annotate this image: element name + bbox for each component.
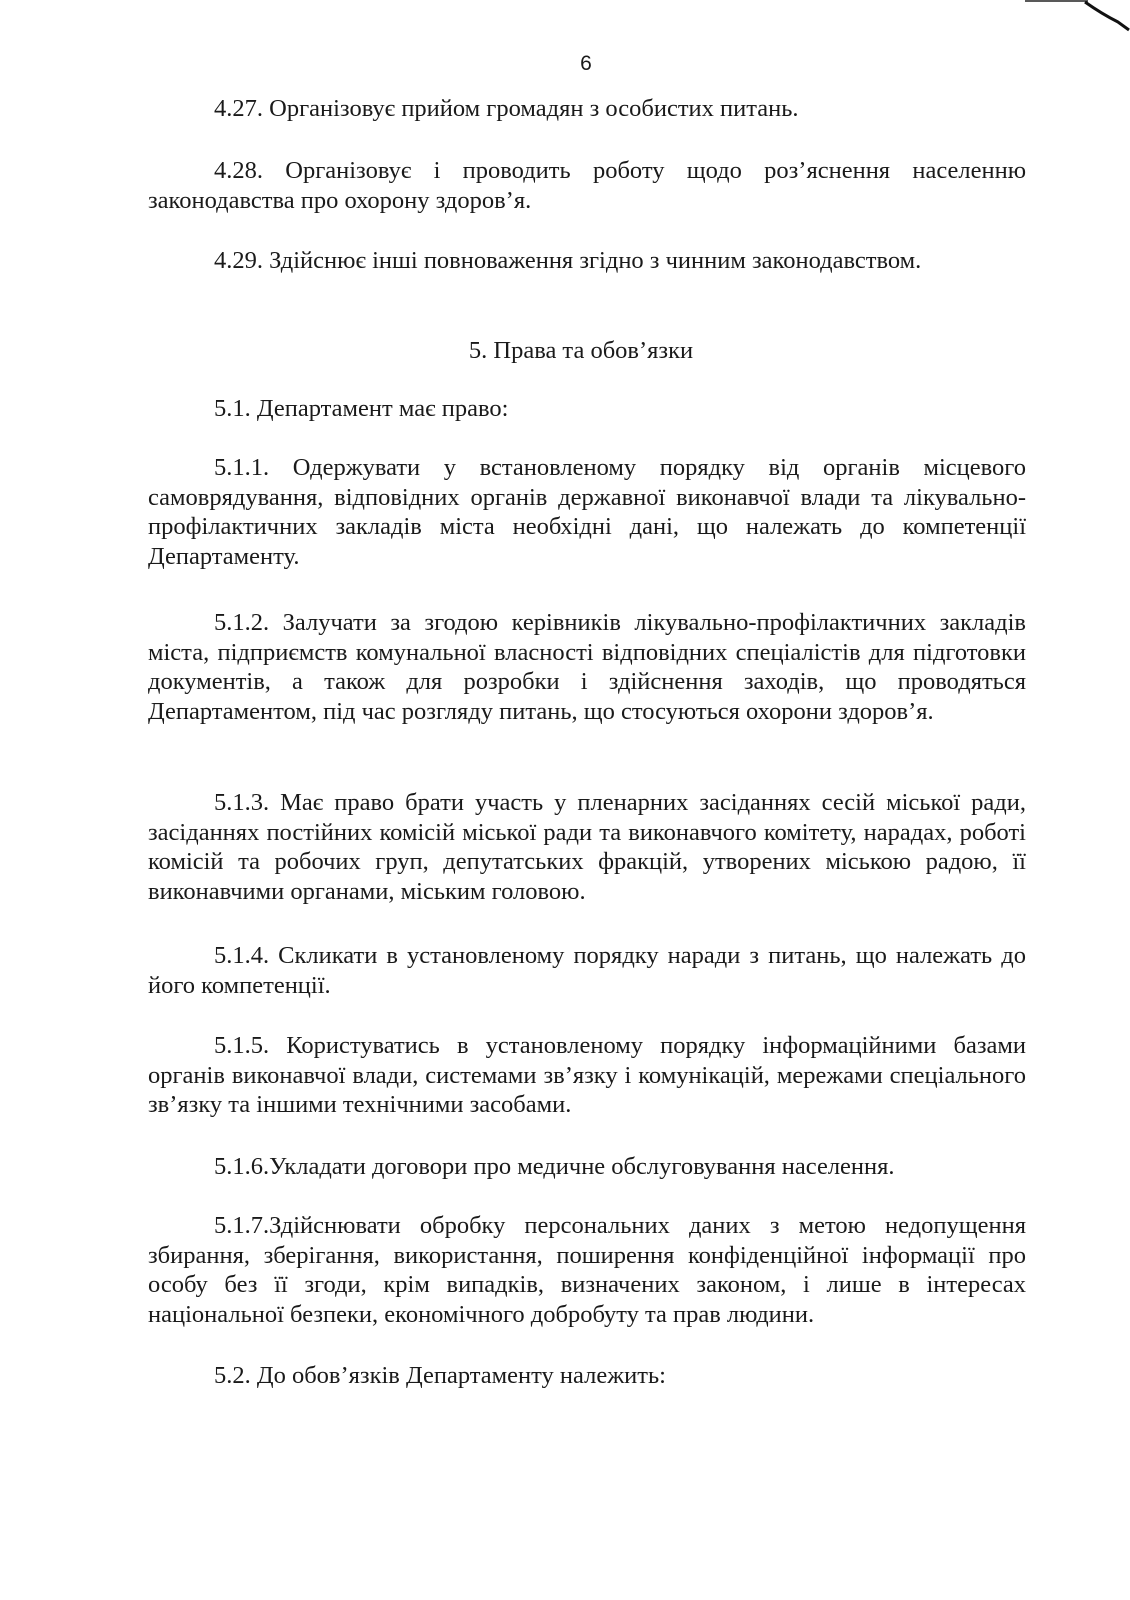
paragraph-4-28: 4.28. Організовує і проводить роботу щодо роз’яснення населенню законодавства про охорону здоров’я.	[148, 157, 1026, 214]
section-5-heading: 5. Права та обов’язки	[468, 337, 694, 364]
paragraph-4-27: 4.27. Організовує прийом громадян з особистих питань.	[214, 95, 799, 122]
paragraph-5-1-1: 5.1.1. Одержувати у встановленому порядку від органів місцевого самоврядування, відповідних органів державної виконавчої влади та лікувально-профілактичних закладів міста необхідні дані, що належать до компетенції Департаменту.	[148, 454, 1026, 570]
paragraph-5-1-6: 5.1.6.Укладати договори про медичне обслуговування населення.	[214, 1153, 895, 1180]
paragraph-5-1-7: 5.1.7.Здійснювати обробку персональних даних з метою недопущення збирання, зберігання, використання, поширення конфіденційної інформації про особу без її згоди, крім випадків, визначених законом, і лише в інтересах національної безпеки, економічного добробуту та прав людини.	[148, 1212, 1026, 1328]
paragraph-5-1: 5.1. Департамент має право:	[214, 395, 509, 422]
paragraph-5-1-5: 5.1.5. Користуватись в установленому порядку інформаційними базами органів виконавчої влади, системами зв’язку і комунікацій, мережами спеціального зв’язку та іншими технічними засобами.	[148, 1032, 1026, 1118]
paragraph-5-1-4: 5.1.4. Скликати в установленому порядку наради з питань, що належать до його компетенції.	[148, 942, 1026, 999]
paragraph-4-29: 4.29. Здійснює інші повноваження згідно з чинним законодавством.	[214, 247, 922, 274]
paragraph-5-2: 5.2. До обов’язків Департаменту належить:	[214, 1362, 666, 1389]
paragraph-5-1-3: 5.1.3. Має право брати участь у пленарних засіданнях сесій міської ради, засіданнях постійних комісій міської ради та виконавчого комітету, нарадах, роботі комісій та робочих груп, депутатських фракцій, утворених міською радою, її виконавчими органами, міським головою.	[148, 789, 1026, 905]
paragraph-5-1-2: 5.1.2. Залучати за згодою керівників лікувально-профілактичних закладів міста, підприємств комунальної власності відповідних спеціалістів для підготовки документів, а також для розробки і здійснення заходів, що проводяться Департаментом, під час розгляду питань, що стосуються охорони здоров’я.	[148, 609, 1026, 725]
scan-mark	[930, 0, 1130, 60]
page-number: 6	[580, 52, 592, 75]
